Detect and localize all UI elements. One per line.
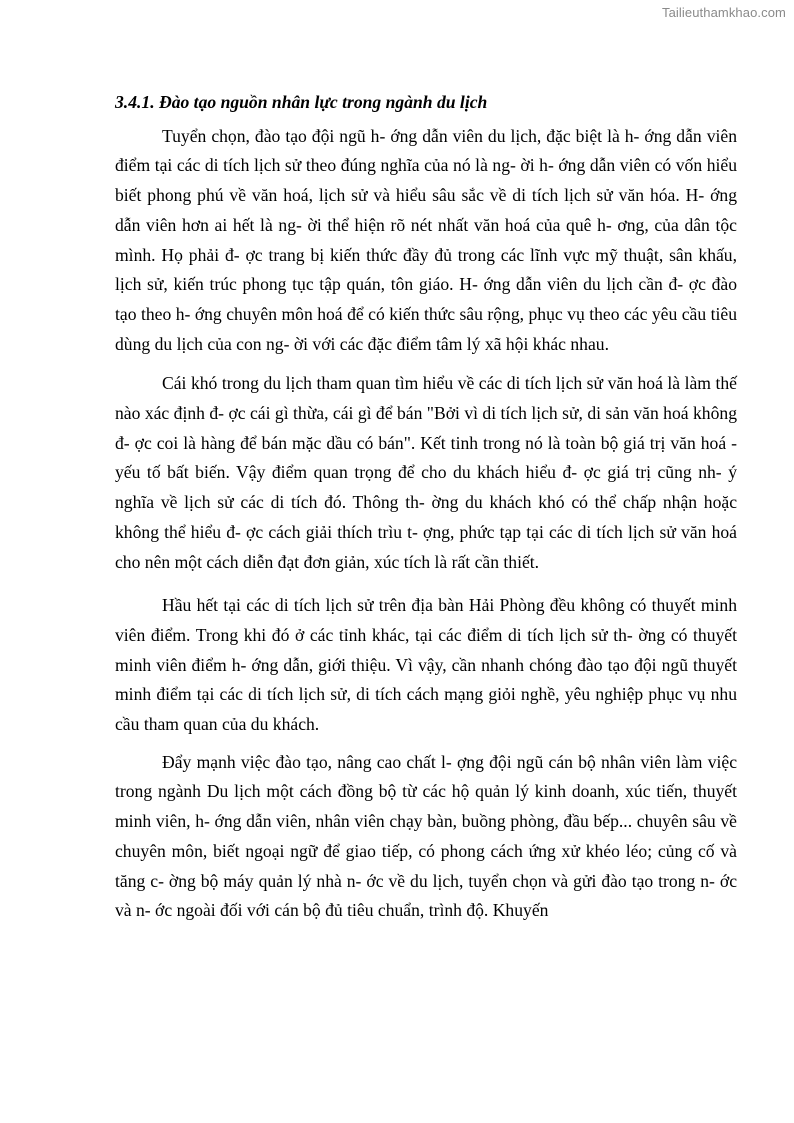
paragraph-4: Đẩy mạnh việc đào tạo, nâng cao chất l- ợng đội ngũ cán bộ nhân viên làm việc trong ngành Du lịch một cách đồng bộ từ các hộ quản lý kinh doanh, xúc tiến, thuyết minh viên, h- ớng dẫn viên, nhân viên chạy bàn, buồng phòng, đầu bếp... chuyên sâu về chuyên môn, biết ngoại ngữ để giao tiếp, có phong cách ứng xử khéo léo; củng cố và tăng c- ờng bộ máy quản lý nhà n- ớc về du lịch, tuyển chọn và gửi đào tạo trong n- ớc và n- ớc ngoài đối với cán bộ đủ tiêu chuẩn, trình độ. Khuyến <box>115 751 737 921</box>
document-body <box>115 88 737 926</box>
paragraph-2: Cái khó trong du lịch tham quan tìm hiểu về các di tích lịch sử văn hoá là làm thế nào xác định đ- ợc cái gì thừa, cái gì để bán "Bởi vì di tích lịch sử, di sản văn hoá không đ- ợc coi là hàng để bán mặc dầu có bán". Kết tinh trong nó là toàn bộ giá trị văn hoá - yếu tố bất biến. Vậy điểm quan trọng để cho du khách hiểu đ- ợc giá trị cũng nh- ý nghĩa về lịch sử các di tích đó. Thông th- ờng du khách khó có thể chấp nhận hoặc không thể hiểu đ- ợc cách giải thích trìu t- ợng, phức tạp tại các di tích lịch sử văn hoá cho nên một cách diễn đạt đơn giản, xúc tích là rất cần thiết. <box>115 373 737 572</box>
paragraph-3: Hầu hết tại các di tích lịch sử trên địa bàn Hải Phòng đều không có thuyết minh viên điểm. Trong khi đó ở các tỉnh khác, tại các điểm di tích lịch sử th- ờng có thuyết minh viên điểm h- ớng dẫn, giới thiệu. Vì vậy, cần nhanh chóng đào tạo đội ngũ thuyết minh điểm tại các di tích lịch sử, di tích cách mạng giỏi nghề, yêu nghiệp phục vụ nhu cầu tham quan của du khách. <box>115 595 737 735</box>
paragraph-1: Tuyển chọn, đào tạo đội ngũ h- ớng dẫn viên du lịch, đặc biệt là h- ớng dẫn viên điểm tại các di tích lịch sử theo đúng nghĩa của nó là ng- ời h- ớng dẫn viên có vốn hiểu biết phong phú về văn hoá, lịch sử và hiểu sâu sắc về di tích lịch sử văn hóa. H- ớng dẫn viên hơn ai hết là ng- ời thể hiện rõ nét nhất văn hoá của quê h- ơng, của dân tộc mình. Họ phải đ- ợc trang bị kiến thức đầy đủ trong các lĩnh vực mỹ thuật, sân khấu, lịch sử, kiến trúc phong tục tập quán, tôn giáo. H- ớng dẫn viên du lịch cần đ- ợc đào tạo theo h- ớng chuyên môn hoá để có kiến thức sâu rộng, phục vụ theo các yêu cầu tiêu dùng du lịch của con ng- ời với các đặc điểm tâm lý xã hội khác nhau. <box>115 125 737 354</box>
watermark-text: Tailieuthamkhao.com <box>661 5 786 20</box>
section-heading: 3.4.1. Đào tạo nguồn nhân lực trong ngành du lịch <box>115 92 488 112</box>
